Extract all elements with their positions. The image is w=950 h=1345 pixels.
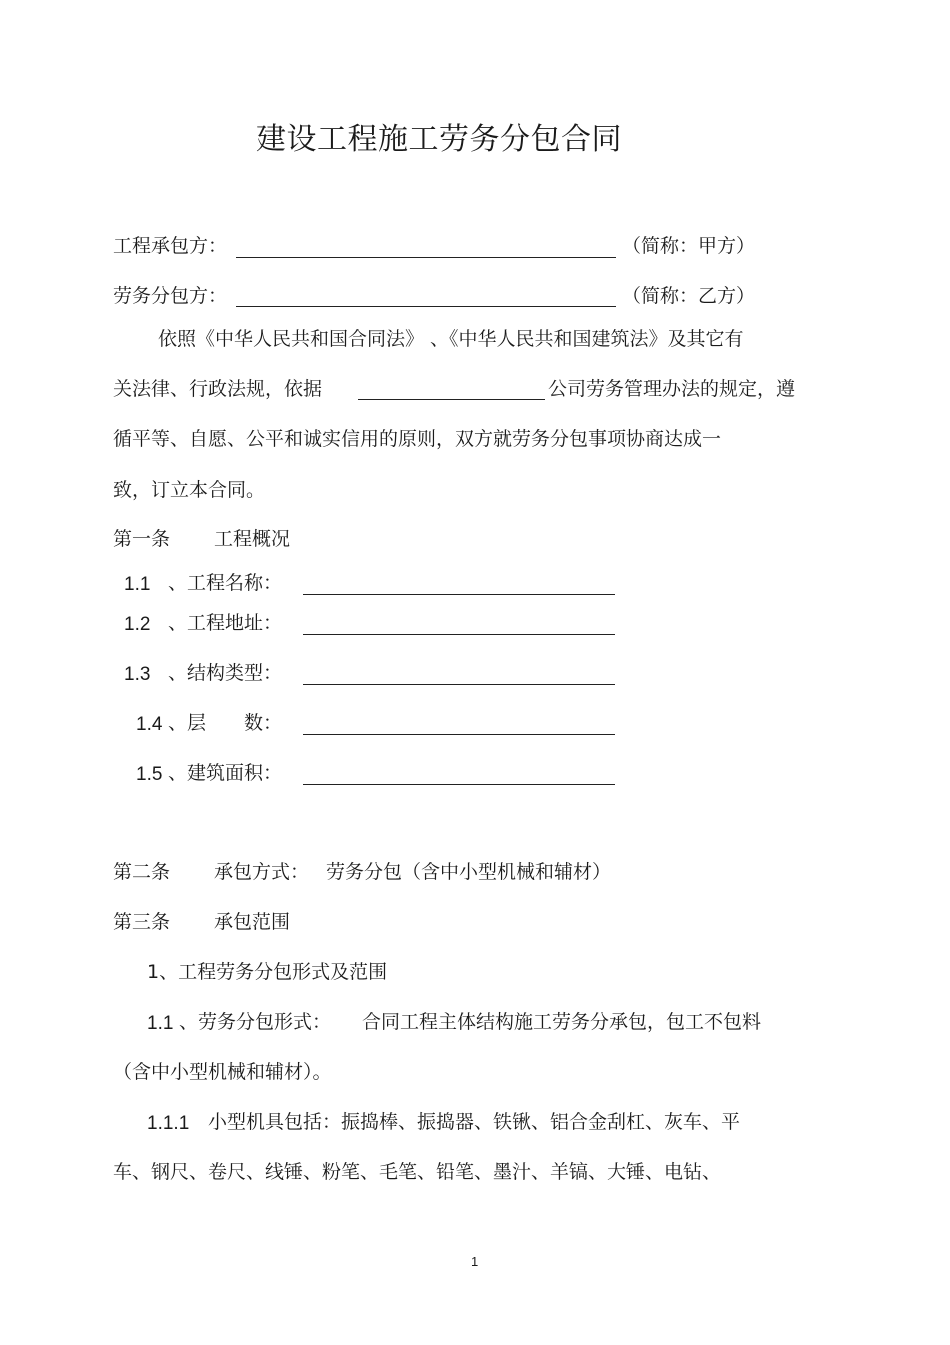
contractor-blank-line	[236, 257, 616, 258]
item-1-5-label: 、建筑面积：	[168, 762, 283, 784]
preamble-line-2a: 关法律、行政法规，依据	[113, 378, 323, 400]
item-1-1-blank-line	[303, 594, 615, 595]
article-2-value: 劳务分包（含中小型机械和辅材）	[326, 861, 612, 883]
item-1-2-label: 、工程地址：	[168, 612, 283, 634]
article-3-sub-1: 1、工程劳务分包形式及范围	[147, 961, 388, 983]
page-title: 建设工程施工劳务分包合同	[256, 122, 622, 157]
article-2-heading: 第二条	[113, 861, 171, 883]
page-number: 1	[471, 1254, 479, 1269]
article-3-heading: 第三条	[113, 911, 171, 933]
company-blank-line	[358, 399, 545, 400]
item-1-3-blank-line	[303, 684, 615, 685]
article-3-sub-1-1-label: 、劳务分包形式：	[179, 1011, 332, 1033]
item-1-3-label: 、结构类型：	[168, 662, 283, 684]
item-1-1-number: 1.1	[124, 574, 151, 595]
subcontractor-note: （简称：乙方）	[622, 285, 756, 307]
article-3-sub-1-1-text: 合同工程主体结构施工劳务分承包，包工不包料	[362, 1011, 762, 1033]
contractor-label: 工程承包方：	[113, 235, 228, 257]
article-2-title: 承包方式：	[214, 861, 310, 883]
item-1-5-number: 1.5	[136, 764, 163, 785]
subcontractor-label: 劳务分包方：	[113, 285, 228, 307]
article-1-heading: 第一条	[113, 528, 171, 550]
item-1-4-blank-line	[303, 734, 615, 735]
preamble-line-4: 致，订立本合同。	[113, 479, 266, 501]
preamble-line-2b: 公司劳务管理办法的规定，遵	[548, 378, 796, 400]
item-1-2-number: 1.2	[124, 614, 151, 635]
item-1-3-number: 1.3	[124, 664, 151, 685]
article-3-sub-1-1-1-text: 小型机具包括：振捣棒、振捣器、铁锹、铝合金刮杠、灰车、平	[208, 1111, 741, 1133]
item-1-1-label: 、工程名称：	[168, 572, 283, 594]
preamble-line-3: 循平等、自愿、公平和诚实信用的原则，双方就劳务分包事项协商达成一	[113, 428, 722, 450]
article-3-title: 承包范围	[214, 911, 291, 933]
subcontractor-blank-line	[236, 306, 616, 307]
item-1-4-number: 1.4	[136, 714, 163, 735]
article-3-sub-1-1-cont: （含中小型机械和辅材）。	[113, 1061, 332, 1083]
article-3-sub-1-1-number: 1.1	[147, 1013, 174, 1034]
item-1-5-blank-line	[303, 784, 615, 785]
item-1-2-blank-line	[303, 634, 615, 635]
article-1-title: 工程概况	[214, 528, 291, 550]
contractor-note: （简称：甲方）	[622, 235, 756, 257]
preamble-line-1: 依照《中华人民共和国合同法》 、《中华人民共和国建筑法》及其它有	[158, 328, 744, 350]
article-3-sub-1-1-1-cont: 车、钢尺、卷尺、线锤、粉笔、毛笔、铅笔、墨汁、羊镐、大锤、电钻、	[113, 1161, 722, 1183]
item-1-4-label: 、层 数：	[168, 712, 283, 734]
article-3-sub-1-1-1-number: 1.1.1	[147, 1113, 190, 1134]
